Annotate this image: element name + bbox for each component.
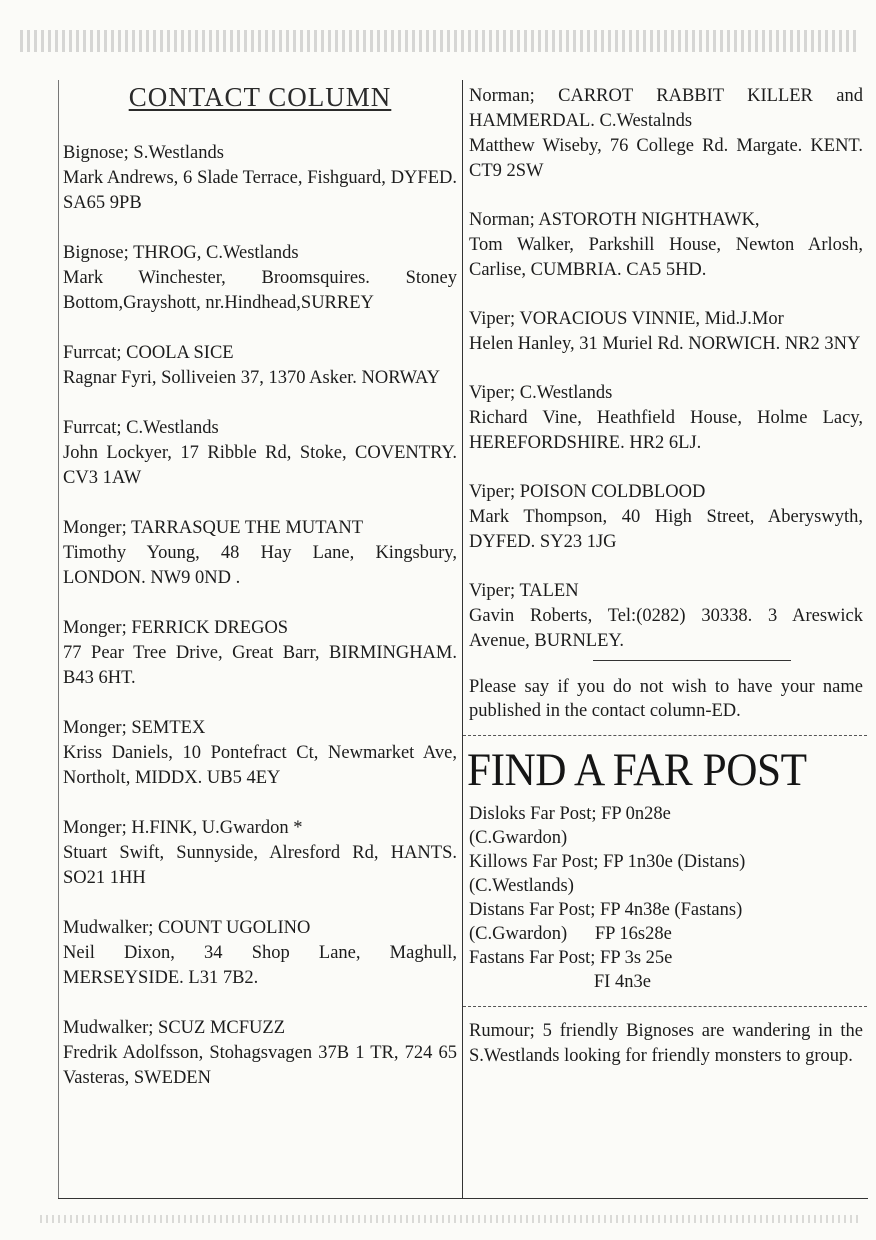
entry-heading: Monger; TARRASQUE THE MUTANT <box>63 518 364 538</box>
entry-address: Mark Winchester, Broomsquires. Stoney Bottom,Grayshott, nr.Hindhead,SURREY <box>63 268 457 313</box>
entry-address: Fredrik Adolfsson, Stohagsvagen 37B 1 TR, 724 65 Vasteras, SWEDEN <box>63 1043 457 1088</box>
contact-entry <box>63 816 461 891</box>
section-divider-short <box>593 660 791 661</box>
contact-entry <box>63 141 461 216</box>
entry-heading: Norman; CARROT RABBIT KILLER and HAMMERDAL. C.Westalnds <box>469 86 863 131</box>
entry-address: Mark Thompson, 40 High Street, Aberyswyth, DYFED. SY23 1JG <box>469 507 863 552</box>
far-post-line: (C.Westlands) <box>469 876 574 896</box>
entry-address: Timothy Young, 48 Hay Lane, Kingsbury, LONDON. NW9 0ND . <box>63 543 457 588</box>
entry-heading: Viper; VORACIOUS VINNIE, Mid.J.Mor <box>469 309 784 329</box>
entry-heading: Furrcat; C.Westlands <box>63 418 219 438</box>
entry-heading: Viper; POISON COLDBLOOD <box>469 482 706 502</box>
entry-address: Matthew Wiseby, 76 College Rd. Margate. KENT. CT9 2SW <box>469 136 863 181</box>
entry-heading: Norman; ASTOROTH NIGHTHAWK, <box>469 210 760 230</box>
entry-heading: Viper; C.Westlands <box>469 383 613 403</box>
contact-column-left <box>58 80 461 1198</box>
far-post-heading: FIND A FAR POST <box>467 744 807 796</box>
scan-smudge-bottom <box>40 1215 860 1223</box>
entry-heading: Bignose; S.Westlands <box>63 143 224 163</box>
entry-heading: Monger; FERRICK DREGOS <box>63 618 289 638</box>
entry-address: Stuart Swift, Sunnyside, Alresford Rd, HANTS. SO21 1HH <box>63 843 457 888</box>
far-post-line: Disloks Far Post; FP 0n28e <box>469 804 671 824</box>
contact-entry <box>469 208 867 283</box>
entry-address: John Lockyer, 17 Ribble Rd, Stoke, COVENTRY. CV3 1AW <box>63 443 457 488</box>
entry-heading: Monger; SEMTEX <box>63 718 206 738</box>
entry-address: Tom Walker, Parkshill House, Newton Arlosh, Carlise, CUMBRIA. CA5 5HD. <box>469 235 863 280</box>
contact-entry <box>469 381 867 456</box>
entry-heading: Viper; TALEN <box>469 581 579 601</box>
entry-address: Neil Dixon, 34 Shop Lane, Maghull, MERSEYSIDE. L31 7B2. <box>63 943 457 988</box>
section-divider <box>463 1006 867 1007</box>
contact-entry <box>63 716 461 791</box>
contact-entry <box>63 241 461 316</box>
contact-entry <box>63 916 461 991</box>
rumour-text: Rumour; 5 friendly Bignoses are wandering in the S.Westlands looking for friendly monsters to group. <box>469 1021 863 1066</box>
contact-entry <box>63 341 461 391</box>
entry-heading: Mudwalker; COUNT UGOLINO <box>63 918 311 938</box>
entry-address: Kriss Daniels, 10 Pontefract Ct, Newmarket Ave, Northolt, MIDDX. UB5 4EY <box>63 743 457 788</box>
entry-heading: Bignose; THROG, C.Westlands <box>63 243 299 263</box>
entry-address: Gavin Roberts, Tel:(0282) 30338. 3 Areswick Avenue, BURNLEY. <box>469 606 863 651</box>
far-post-line: (C.Gwardon) FP 16s28e <box>469 924 672 944</box>
far-post-line: Fastans Far Post; FP 3s 25e <box>469 948 673 968</box>
contact-entry <box>469 84 867 184</box>
contact-entry <box>469 480 867 555</box>
contact-column-right <box>462 80 867 1198</box>
far-post-line: Killows Far Post; FP 1n30e (Distans) <box>469 852 746 872</box>
entry-address: Richard Vine, Heathfield House, Holme Lacy, HEREFORDSHIRE. HR2 6LJ. <box>469 408 863 453</box>
contact-entry <box>63 616 461 691</box>
scan-smudge-top <box>20 30 860 52</box>
contact-entry <box>63 1016 461 1091</box>
contact-entry <box>63 516 461 591</box>
far-post-line: FI 4n3e <box>469 972 651 992</box>
entry-heading: Furrcat; COOLA SICE <box>63 343 234 363</box>
contact-entry <box>63 416 461 491</box>
far-post-line: (C.Gwardon) <box>469 828 568 848</box>
far-post-line: Distans Far Post; FP 4n38e (Fastans) <box>469 900 743 920</box>
entry-address: 77 Pear Tree Drive, Great Barr, BIRMINGHAM. B43 6HT. <box>63 643 457 688</box>
entry-address: Helen Hanley, 31 Muriel Rd. NORWICH. NR2 3NY <box>469 334 861 354</box>
entry-address: Ragnar Fyri, Solliveien 37, 1370 Asker. NORWAY <box>63 368 441 388</box>
contact-entry <box>469 579 867 654</box>
entry-heading: Monger; H.FINK, U.Gwardon * <box>63 818 303 838</box>
newsletter-page <box>58 80 868 1199</box>
section-divider <box>463 735 867 736</box>
contact-column-title: CONTACT COLUMN <box>128 82 392 112</box>
editor-note: Please say if you do not wish to have your name published in the contact column-ED. <box>469 677 863 721</box>
entry-heading: Mudwalker; SCUZ MCFUZZ <box>63 1018 285 1038</box>
contact-entry <box>469 307 867 357</box>
entry-address: Mark Andrews, 6 Slade Terrace, Fishguard, DYFED. SA65 9PB <box>63 168 457 213</box>
